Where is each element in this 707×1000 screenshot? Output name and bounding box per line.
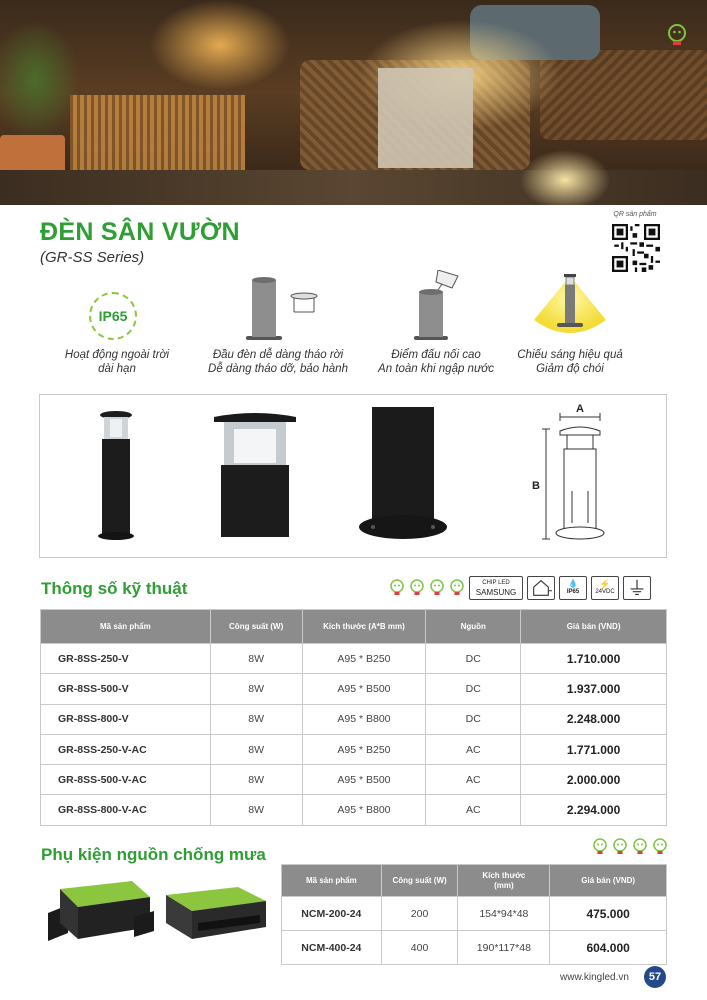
spec-certification-icons: [389, 576, 651, 600]
lamp-glow: [150, 0, 290, 90]
qr-label: QR sản phẩm: [613, 211, 657, 218]
spec-table: [40, 609, 667, 826]
energy-bulb-icon: [612, 838, 628, 856]
high-connection-icon: [396, 270, 476, 342]
plant-shape: [0, 20, 80, 140]
power-supply-images: [40, 875, 276, 955]
power-supply-unit-2: [166, 887, 266, 939]
chip-led-samsung-badge: CHIP LED SAMSUNG: [469, 576, 523, 600]
energy-bulb-icon: [592, 838, 608, 856]
accessory-table-header: Mã sản phẩm Công suất (W) Kích thước (mm) Giá bán (VND): [282, 865, 667, 897]
accessory-bulb-icons: [592, 838, 668, 856]
feature-caption: Điểm đấu nối cao An toàn khi ngập nước: [378, 349, 494, 375]
page-number-badge: 57: [644, 966, 666, 988]
qr-code-icon[interactable]: [612, 224, 660, 272]
website-link[interactable]: www.kingled.vn: [560, 972, 629, 983]
dimension-label-b: B: [532, 480, 540, 492]
table-row: GR-8SS-500-V 8W A95 * B500 DC 1.937.000: [41, 674, 667, 704]
bollard-head-closeup: [214, 413, 296, 537]
energy-bulb-icon: [632, 838, 648, 856]
table-row: GR-8SS-800-V 8W A95 * B800 DC 2.248.000: [41, 704, 667, 734]
voltage-24vdc-icon: ⚡ 24VDC: [591, 576, 619, 600]
table-row: NCM-200-24 200 154*94*48 475.000: [282, 897, 667, 931]
page-title: ĐÈN SÂN VƯỜN: [40, 218, 240, 246]
dimension-drawing: [542, 413, 604, 539]
energy-bulb-icon: [652, 838, 668, 856]
energy-bulb-icon: [449, 579, 465, 597]
feature-caption: Đầu đèn dễ dàng tháo rời Dễ dàng tháo dỡ, bảo hành: [208, 349, 348, 375]
accessory-section-title: Phụ kiện nguồn chống mưa: [41, 845, 266, 864]
power-supply-unit-1: [48, 881, 154, 941]
bollard-base-closeup: [359, 407, 447, 539]
series-subtitle: (GR-SS Series): [40, 249, 145, 266]
energy-bulb-icon: [429, 579, 445, 597]
table-row: GR-8SS-250-V 8W A95 * B250 DC 1.710.000: [41, 644, 667, 674]
removable-head-icon: [238, 270, 318, 342]
wicker-sofa-shape: [540, 50, 707, 140]
product-images: [40, 395, 666, 557]
brand-logo-icon: [662, 20, 692, 50]
ground-icon: [623, 576, 651, 600]
table-row: NCM-400-24 400 190*117*48 604.000: [282, 931, 667, 965]
energy-bulb-icon: [389, 579, 405, 597]
glare-reduction-icon: [530, 270, 610, 342]
table-row: GR-8SS-800-V-AC 8W A95 * B800 AC 2.294.000: [41, 795, 667, 825]
dimension-label-a: A: [576, 403, 584, 415]
ip65-badge-icon: IP65: [89, 292, 137, 340]
spec-section-title: Thông số kỹ thuật: [41, 579, 188, 598]
feature-caption: Chiếu sáng hiệu quả Giảm độ chói: [517, 349, 623, 375]
indoor-outdoor-icon: [527, 576, 555, 600]
product-gallery: [39, 394, 667, 558]
towel-shape: [378, 68, 473, 168]
floor-lamp-glow: [520, 150, 610, 205]
bollard-full-view: [98, 411, 134, 540]
spec-table-header: Mã sản phẩm Công suất (W) Kích thước (A*B mm) Nguồn Giá bán (VND): [41, 610, 667, 644]
ip65-rating-icon: 💧 IP65: [559, 576, 587, 600]
hero-photo: [0, 0, 707, 205]
energy-bulb-icon: [409, 579, 425, 597]
table-row: GR-8SS-500-V-AC 8W A95 * B500 AC 2.000.000: [41, 765, 667, 795]
feature-caption: Hoạt động ngoài trời dài hạn: [64, 349, 170, 375]
accessory-table: [281, 864, 667, 965]
table-row: GR-8SS-250-V-AC 8W A95 * B250 AC 1.771.000: [41, 734, 667, 764]
